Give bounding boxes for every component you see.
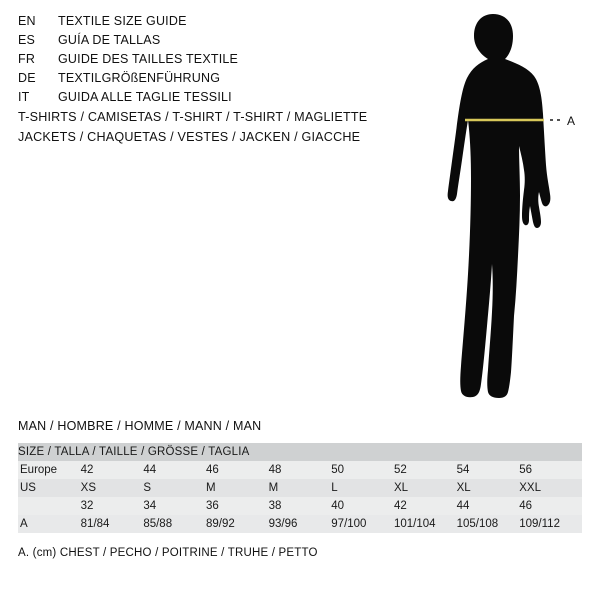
size-table [18,443,582,533]
cell: XL [394,479,457,497]
cell: 44 [457,497,520,515]
category-tshirts: T-SHIRTS / CAMISETAS / T-SHIRT / T-SHIRT / MAGLIETTE [18,110,368,124]
language-list [18,14,398,109]
cell: 93/96 [269,515,332,533]
cell: M [269,479,332,497]
language-code: DE [18,71,36,85]
table-row [18,479,582,497]
language-code: IT [18,90,30,104]
cell: S [143,479,206,497]
cell: 81/84 [81,515,144,533]
table-header-label: SIZE / TALLA / TAILLE / GRÖSSE / TAGLIA [18,443,582,461]
cell: XL [457,479,520,497]
language-row [18,33,398,52]
cell: 46 [519,497,582,515]
table-footnote: A. (cm) CHEST / PECHO / POITRINE / TRUHE / PETTO [18,547,318,559]
language-text: TEXTILGRÖßENFÜHRUNG [58,71,221,85]
cell: 89/92 [206,515,269,533]
language-text: GUÍA DE TALLAS [58,33,161,47]
cell: 50 [331,461,394,479]
chest-callout-label: A [567,114,576,128]
language-row [18,14,398,33]
cell: 36 [206,497,269,515]
language-row [18,71,398,90]
cell: XXL [519,479,582,497]
table-row [18,515,582,533]
cell: 44 [143,461,206,479]
cell: 40 [331,497,394,515]
cell: 34 [143,497,206,515]
man-silhouette-icon [400,10,600,410]
cell: 109/112 [519,515,582,533]
language-code: EN [18,14,36,28]
cell: L [331,479,394,497]
cell: 42 [81,461,144,479]
row-label: US [18,479,81,497]
category-list [18,110,418,150]
cell: 46 [206,461,269,479]
body-silhouette-figure [400,10,600,410]
cell: 38 [269,497,332,515]
language-code: FR [18,52,36,66]
table-row [18,497,582,515]
category-jackets: JACKETS / CHAQUETAS / VESTES / JACKEN / GIACCHE [18,130,361,144]
cell: XS [81,479,144,497]
language-text: TEXTILE SIZE GUIDE [58,14,187,28]
cell: 48 [269,461,332,479]
cell: 56 [519,461,582,479]
language-row [18,52,398,71]
language-text: GUIDE DES TAILLES TEXTILE [58,52,239,66]
language-code: ES [18,33,36,47]
table-row [18,461,582,479]
row-label: A [18,515,81,533]
language-row [18,90,398,109]
cell: 42 [394,497,457,515]
language-text: GUIDA ALLE TAGLIE TESSILI [58,90,232,104]
row-label: Europe [18,461,81,479]
cell: 105/108 [457,515,520,533]
table-header-row [18,443,582,461]
cell: 101/104 [394,515,457,533]
cell: M [206,479,269,497]
cell: 85/88 [143,515,206,533]
cell: 52 [394,461,457,479]
cell: 54 [457,461,520,479]
cell: 32 [81,497,144,515]
table-title: MAN / HOMBRE / HOMME / MANN / MAN [18,419,262,433]
row-label [18,497,81,515]
cell: 97/100 [331,515,394,533]
